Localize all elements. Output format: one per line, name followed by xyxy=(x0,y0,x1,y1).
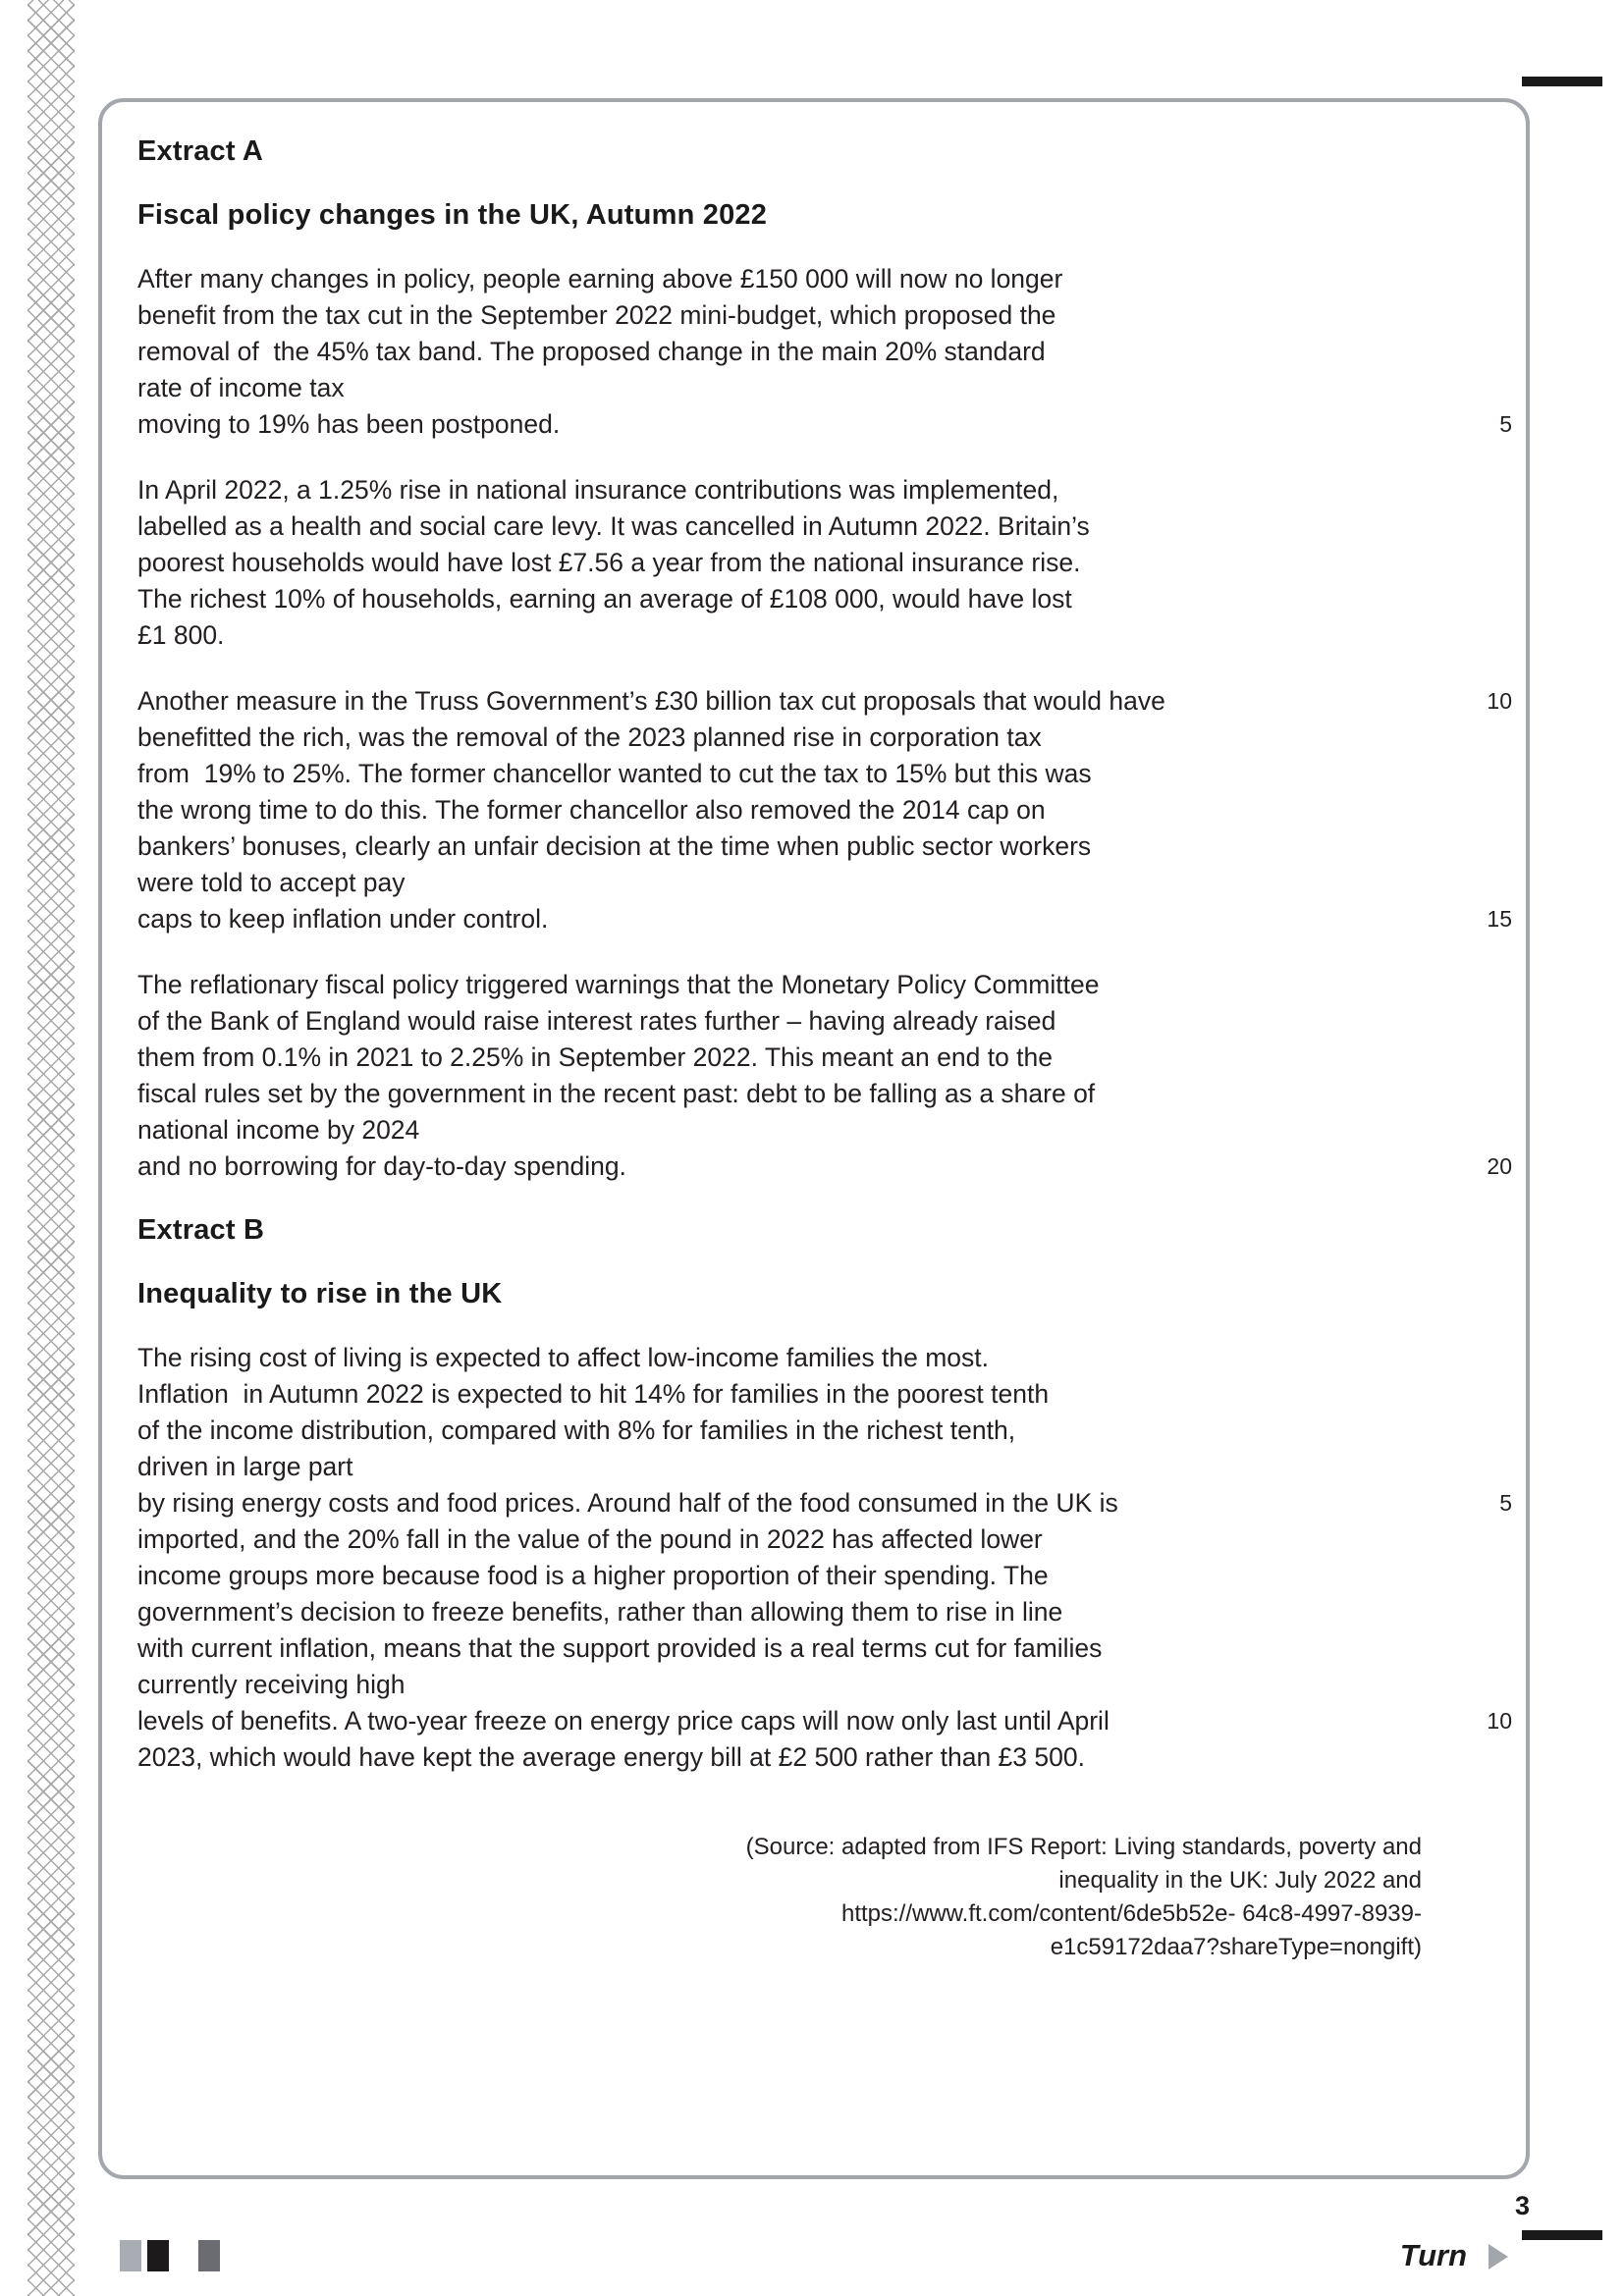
text-line: levels of benefits. A two-year freeze on energy price caps will now only last until April 10 xyxy=(137,1703,1494,1739)
extract-a-paragraphs xyxy=(120,261,1512,1185)
margin-note-1 xyxy=(27,393,75,416)
text-line: removal of the 45% tax band. The proposed change in the main 20% standard xyxy=(137,337,1046,366)
colour-calibration-bars xyxy=(120,2240,220,2271)
paragraph xyxy=(120,261,1512,443)
text-line: The reflationary fiscal policy triggered warnings that the Monetary Policy Committee xyxy=(137,970,1100,999)
text-line: were told to accept pay xyxy=(137,868,406,897)
text-line: The rising cost of living is expected to affect low-income families the most. xyxy=(137,1343,990,1372)
text-line: £1 800. xyxy=(137,620,225,650)
text-line: from 19% to 25%. The former chancellor wanted to cut the tax to 15% but this was xyxy=(137,759,1092,788)
paragraph xyxy=(120,1340,1512,1776)
paragraph xyxy=(120,683,1512,937)
text-line: driven in large part xyxy=(137,1452,353,1481)
text-line: benefitted the rich, was the removal of the 2023 planned rise in corporation tax xyxy=(137,722,1042,752)
text-line: poorest households would have lost £7.56 a year from the national insurance rise. xyxy=(137,548,1081,577)
source-line: e1c59172daa7?shareType=nongift) xyxy=(1050,1934,1422,1960)
registration-mark-top xyxy=(1522,77,1602,86)
source-line: https://www.ft.com/content/6de5b52e- 64c8-4997-8939- xyxy=(840,1900,1422,1927)
colour-bar-mid xyxy=(198,2240,220,2271)
text-line: them from 0.1% in 2021 to 2.25% in September 2022. This meant an end to the xyxy=(137,1042,1054,1072)
text-line: moving to 19% has been postponed. 5 xyxy=(137,406,1494,443)
source-line: (Source: adapted from IFS Report: Living standards, poverty and xyxy=(745,1834,1422,1860)
colour-bar-dark xyxy=(147,2240,169,2271)
text-line: bankers’ bonuses, clearly an unfair decision at the time when public sector workers xyxy=(137,831,1092,861)
line-number-marker: 10 xyxy=(1487,688,1512,714)
text-line: In April 2022, a 1.25% rise in national insurance contributions was implemented, xyxy=(137,475,1059,505)
line-number-marker: 10 xyxy=(1487,1708,1512,1734)
page-number: 3 xyxy=(1514,2191,1530,2220)
turn-arrow-icon xyxy=(1489,2244,1508,2269)
line-number-marker: 5 xyxy=(1499,1490,1512,1516)
text-line: After many changes in policy, people earning above £150 000 will now no longer xyxy=(137,264,1063,294)
colour-bar-light xyxy=(120,2240,141,2271)
extract-content-inner xyxy=(120,135,1512,1964)
do-not-write-margin-strip xyxy=(27,0,75,2296)
text-line: the wrong time to do this. The former chancellor also removed the 2014 cap on xyxy=(137,795,1046,825)
text-line: fiscal rules set by the government in the recent past: debt to be falling as a share of xyxy=(137,1079,1096,1108)
margin-note-3 xyxy=(27,1845,75,1869)
extract-content-box xyxy=(98,98,1530,2179)
text-line: labelled as a health and social care levy. It was cancelled in Autumn 2022. Britain’s xyxy=(137,511,1090,541)
text-line: caps to keep inflation under control. 15 xyxy=(137,901,1494,937)
paragraph xyxy=(120,967,1512,1185)
text-line: Another measure in the Truss Government’s £30 billion tax cut proposals that would have 10 xyxy=(137,683,1494,720)
margin-note-2 xyxy=(27,1119,75,1143)
text-line: imported, and the 20% fall in the value of the pound in 2022 has affected lower xyxy=(137,1524,1043,1554)
registration-mark-bottom xyxy=(1522,2230,1602,2240)
text-line: of the Bank of England would raise interest rates further – having already raised xyxy=(137,1006,1056,1036)
turn-over-label: Turn xyxy=(1399,2238,1467,2272)
extract-a-label: Extract A xyxy=(137,135,264,167)
source-citation xyxy=(120,1831,1494,1964)
text-line: benefit from the tax cut in the September 2022 mini-budget, which proposed the xyxy=(137,300,1056,330)
text-line: income groups more because food is a higher proportion of their spending. The xyxy=(137,1561,1049,1590)
source-line: inequality in the UK: July 2022 and xyxy=(1058,1867,1422,1894)
text-line: government’s decision to freeze benefits, rather than allowing them to rise in line xyxy=(137,1597,1063,1627)
text-line: The richest 10% of households, earning an average of £108 000, would have lost xyxy=(137,584,1072,614)
text-line: Inflation in Autumn 2022 is expected to hit 14% for families in the poorest tenth xyxy=(137,1379,1050,1409)
text-line: with current inflation, means that the support provided is a real terms cut for families xyxy=(137,1633,1103,1663)
line-number-marker: 20 xyxy=(1487,1153,1512,1179)
text-line: of the income distribution, compared with 8% for families in the richest tenth, xyxy=(137,1415,1016,1445)
extract-b-paragraphs xyxy=(120,1340,1512,1776)
extract-b-title: Inequality to rise in the UK xyxy=(137,1278,503,1309)
text-line: by rising energy costs and food prices. Around half of the food consumed in the UK is 5 xyxy=(137,1485,1494,1522)
text-line: currently receiving high xyxy=(137,1670,406,1699)
text-line: 2023, which would have kept the average energy bill at £2 500 rather than £3 500. xyxy=(137,1742,1085,1772)
line-number-marker: 5 xyxy=(1499,411,1512,437)
line-number-marker: 15 xyxy=(1487,906,1512,932)
text-line: rate of income tax xyxy=(137,373,345,402)
paragraph xyxy=(120,472,1494,654)
extract-a-title: Fiscal policy changes in the UK, Autumn 2022 xyxy=(137,199,768,231)
text-line: national income by 2024 xyxy=(137,1115,420,1145)
text-line: and no borrowing for day-to-day spending. 20 xyxy=(137,1148,1494,1185)
extract-b-label: Extract B xyxy=(137,1214,265,1246)
